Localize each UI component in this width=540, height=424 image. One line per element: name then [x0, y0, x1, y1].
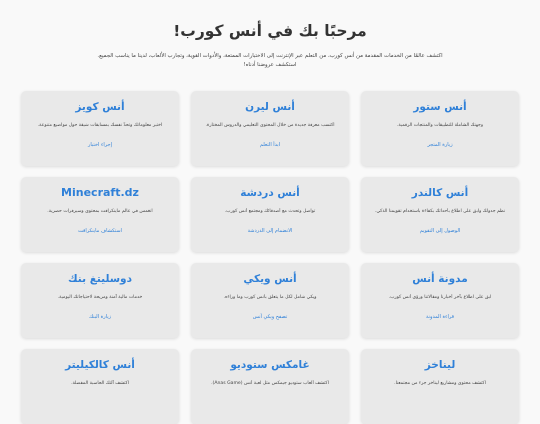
service-card-anas-blog — [361, 263, 519, 338]
browse-wiki-link[interactable]: تصفح ويكي أنس — [252, 314, 288, 320]
read-blog-link[interactable]: قراءة المدونة — [425, 314, 454, 320]
service-card-gamex-studio — [191, 349, 349, 424]
access-calendar-link[interactable]: الوصول إلى التقويم — [419, 228, 461, 234]
card-title: Minecraft.dz — [61, 186, 139, 199]
card-title: ليناخز — [424, 359, 456, 371]
card-title: أنس ستور — [413, 101, 467, 113]
card-description: ابق على اطلاع بآخر أخبارنا ومقالاتنا ورؤى أنس كورب. — [388, 295, 492, 300]
card-title: أنس كالكيليتر — [65, 359, 135, 371]
card-description: اكتشف محتوى ومشاريع ليناخز جزء من مجتمعنا. — [394, 381, 486, 386]
service-card-anas-store — [361, 91, 519, 166]
service-card-anas-chat — [191, 177, 349, 252]
intro-line-2: استكشف عروضنا أدناه! — [243, 62, 297, 68]
service-card-anas-calculator — [21, 349, 179, 424]
visit-bank-link[interactable]: زيارة البنك — [88, 314, 112, 320]
card-description: اكتشف آلتك الحاسبة المفضلة. — [71, 381, 129, 386]
intro-text — [90, 52, 450, 70]
card-title: أنس ليرن — [245, 101, 295, 113]
card-description: تواصل وتحدث مع أصدقائك ومجتمع أنس كورب. — [224, 209, 316, 214]
service-card-anas-learn — [191, 91, 349, 166]
card-title: أنس كالندر — [411, 187, 469, 199]
card-description: وجهتك الشاملة للتطبيقات والمنتجات الرقمية. — [396, 123, 484, 128]
card-title: أنس كويز — [75, 101, 125, 113]
card-description: نظّم جدولك وابق على اطلاع بأحداثك بكفاءة باستخدام تقويمنا الذكي. — [374, 209, 506, 214]
card-title: دوسليتغ بنك — [68, 273, 132, 285]
card-title: مدونة أنس — [412, 273, 468, 285]
service-card-linakhz — [361, 349, 519, 424]
card-description: اكتشف ألعاب ستوديو جيمكس مثل لعبة أنس (Anas Game). — [211, 381, 329, 386]
card-description: ويكي شامل لكل ما يتعلق بأنس كورب وما وراءه. — [223, 295, 317, 300]
page-title: مرحبًا بك في أنس كورب! — [173, 22, 367, 40]
explore-minecraft-link[interactable]: استكشاف ماينكرافت — [78, 228, 122, 234]
card-title: غامكس ستوديو — [230, 359, 310, 371]
service-card-anas-wiki — [191, 263, 349, 338]
service-card-bank — [21, 263, 179, 338]
card-description: انغمس في عالم ماينكرافت بمحتوى وسيرفرات حصرية. — [47, 209, 153, 214]
card-description: اكتسب معرفة جديدة من خلال المحتوى التعليمي والدروس المختارة. — [205, 123, 335, 128]
card-title: أنس ويكي — [243, 273, 297, 285]
service-card-anas-calendar — [361, 177, 519, 252]
intro-line-1: اكتشف عالمًا من الخدمات المقدمة من أنس كورب، من التعلم عبر الإنترنت إلى الاختبارات الممتعة، والأدوات القوية، وتجارب الألعاب، لدينا ما يناسب الجميع. — [97, 53, 443, 59]
visit-store-link[interactable]: زيارة المتجر — [427, 142, 453, 148]
take-quiz-link[interactable]: إجراء اختبار — [87, 142, 112, 148]
card-title: أنس دردشة — [240, 187, 300, 199]
service-card-minecraft-dz — [21, 177, 179, 252]
join-chat-link[interactable]: الانضمام إلى الدردشة — [247, 228, 293, 234]
start-learning-link[interactable]: ابدأ التعلم — [259, 142, 281, 148]
card-description: اختبر معلوماتك وتحدَّ نفسك بمسابقات شيقة حول مواضيع متنوعة. — [37, 123, 163, 128]
service-card-anas-quiz — [21, 91, 179, 166]
card-description: خدمات مالية آمنة ومريحة لاحتياجاتك اليومية. — [57, 295, 143, 300]
